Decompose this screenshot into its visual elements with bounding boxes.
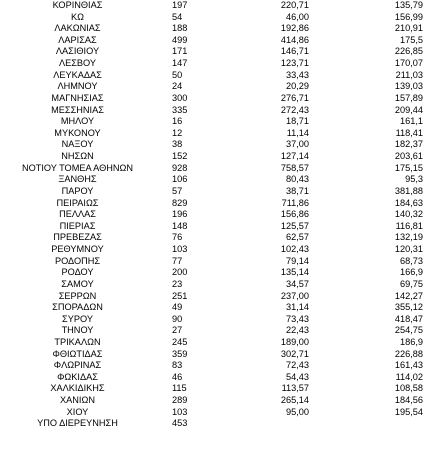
change-cell: 355,12: [394, 302, 423, 313]
rate-cell: [235, 418, 309, 430]
region-cell: ΧΑΛΚΙΔΙΚΗΣ: [50, 383, 105, 394]
rate-cell: 102,43: [280, 244, 309, 255]
region-cell: ΤΗΝΟΥ: [61, 325, 94, 336]
change-cell: 142,27: [394, 290, 423, 301]
region-cell: ΣΕΡΡΩΝ: [58, 290, 97, 301]
change-cell: 175,5: [400, 34, 423, 45]
table-row: [0, 35, 431, 47]
cases-cell: 829: [172, 197, 188, 208]
rate-cell: 113,57: [281, 383, 309, 394]
change-cell: 170,07: [394, 58, 423, 69]
table-row: [0, 395, 431, 407]
table-row: [0, 0, 431, 12]
change-cell: 156,99: [394, 11, 423, 22]
region-cell: ΡΕΘΥΜΝΟΥ: [51, 244, 104, 255]
rate-cell: 123,71: [280, 58, 309, 69]
cases-cell: 289: [172, 395, 188, 406]
region-cell: ΥΠΟ ΔΙΕΡΕΥΝΗΣΗ: [37, 418, 118, 429]
rate-cell: 127,14: [280, 151, 309, 162]
table-row: [0, 256, 431, 268]
rate-cell: 146,71: [280, 46, 309, 57]
rate-cell: 18,71: [286, 116, 309, 127]
rate-cell: 135,14: [280, 267, 309, 278]
region-cell: ΡΟΔΟΠΗΣ: [54, 255, 101, 266]
table-row: [0, 186, 431, 198]
region-cell: ΛΕΥΚΑΔΑΣ: [53, 69, 102, 80]
cases-cell: 103: [172, 244, 188, 255]
change-cell: 132,19: [394, 232, 423, 243]
table-row: [0, 360, 431, 372]
table-row: [0, 279, 431, 291]
table-row: [0, 105, 431, 117]
change-cell: 135,79: [394, 0, 423, 10]
cases-cell: 12: [172, 127, 183, 138]
region-cell: ΝΑΞΟΥ: [61, 139, 94, 150]
cases-cell: 197: [172, 0, 188, 10]
rate-cell: 711,86: [281, 197, 309, 208]
change-cell: 108,58: [394, 383, 423, 394]
change-cell: 211,03: [395, 69, 423, 80]
region-cell: ΚΟΡΙΝΘΙΑΣ: [52, 0, 103, 10]
change-cell: 68,73: [400, 255, 423, 266]
table-row: [0, 12, 431, 24]
change-cell: 226,85: [394, 46, 423, 57]
cases-cell: 83: [172, 360, 183, 371]
change-cell: 182,37: [394, 139, 423, 150]
change-cell: 184,63: [394, 197, 423, 208]
rate-cell: 73,43: [286, 313, 309, 324]
cases-cell: 453: [172, 418, 188, 429]
region-cell: ΝΗΣΩΝ: [61, 151, 94, 162]
cases-cell: 115: [172, 383, 187, 394]
region-cell: ΝΟΤΙΟΥ ΤΟΜΕΑ ΑΘΗΝΩΝ: [21, 162, 134, 173]
table-row: [0, 302, 431, 314]
cases-cell: 90: [172, 313, 183, 324]
region-cell: ΤΡΙΚΑΛΩΝ: [54, 336, 101, 347]
table-row: [0, 93, 431, 105]
rate-cell: 125,57: [280, 220, 309, 231]
region-cell: ΛΕΣΒΟΥ: [58, 58, 97, 69]
region-cell: ΦΛΩΡΙΝΑΣ: [53, 360, 102, 371]
table-row: [0, 128, 431, 140]
cases-cell: 152: [172, 151, 188, 162]
rate-cell: 189,00: [280, 336, 309, 347]
cases-cell: 27: [172, 325, 183, 336]
change-cell: 418,47: [394, 313, 423, 324]
change-cell: 140,32: [394, 209, 423, 220]
change-cell: 184,56: [394, 395, 423, 406]
change-cell: 114,02: [395, 371, 423, 382]
table-row: [0, 163, 431, 175]
region-cell: ΜΥΚΟΝΟΥ: [54, 127, 101, 138]
change-cell: 175,15: [394, 162, 423, 173]
cases-cell: 57: [172, 185, 183, 196]
region-cell: ΡΟΔΟΥ: [61, 267, 94, 278]
change-cell: [350, 418, 423, 430]
change-cell: 161,43: [394, 360, 423, 371]
rate-cell: 192,86: [280, 23, 309, 34]
change-cell: 186,9: [400, 336, 423, 347]
cases-cell: 171: [172, 46, 188, 57]
change-cell: 69,75: [400, 278, 423, 289]
table-row: [0, 23, 431, 35]
cases-cell: 196: [172, 209, 188, 220]
change-cell: 166,9: [400, 267, 423, 278]
change-cell: 157,89: [394, 92, 423, 103]
cases-cell: 147: [172, 58, 188, 69]
change-cell: 226,88: [394, 348, 423, 359]
table-row: [0, 291, 431, 303]
cases-cell: 300: [172, 92, 188, 103]
table-row: [0, 81, 431, 93]
region-cell: ΣΥΡΟΥ: [62, 313, 93, 324]
region-cell: ΠΕΛΛΑΣ: [59, 209, 96, 220]
table-row: [0, 209, 431, 221]
rate-cell: 302,71: [280, 348, 309, 359]
rate-cell: 38,71: [286, 185, 309, 196]
cases-cell: 106: [172, 174, 188, 185]
region-cell: ΠΙΕΡΙΑΣ: [59, 220, 96, 231]
rate-cell: 37,00: [286, 139, 309, 150]
region-cell: ΜΑΓΝΗΣΙΑΣ: [51, 92, 104, 103]
change-cell: 139,03: [394, 81, 423, 92]
table-row: [0, 314, 431, 326]
table-row: [0, 116, 431, 128]
table-row: [0, 139, 431, 151]
cases-cell: 359: [172, 348, 188, 359]
cases-cell: 200: [172, 267, 188, 278]
table-row: [0, 58, 431, 70]
table-row: [0, 151, 431, 163]
change-cell: 95,3: [405, 174, 423, 185]
rate-cell: 72,43: [286, 360, 309, 371]
change-cell: 120,31: [394, 244, 423, 255]
rate-cell: 79,14: [286, 255, 309, 266]
change-cell: 210,91: [394, 23, 423, 34]
region-cell: ΜΗΛΟΥ: [60, 116, 95, 127]
table-row: [0, 232, 431, 244]
region-cell: ΜΕΣΣΗΝΙΑΣ: [51, 104, 104, 115]
region-cell: ΛΑΣΙΘΙΟΥ: [55, 46, 100, 57]
rate-cell: 33,43: [286, 69, 309, 80]
cases-cell: 24: [172, 81, 183, 92]
change-cell: 161,1: [400, 116, 423, 127]
cases-cell: 54: [172, 11, 183, 22]
rate-cell: 272,43: [280, 104, 309, 115]
table-row: [0, 383, 431, 395]
cases-cell: 251: [172, 290, 188, 301]
cases-cell: 148: [172, 220, 188, 231]
table-row: [0, 46, 431, 58]
table-row: [0, 221, 431, 233]
region-cell: ΣΠΟΡΑΔΩΝ: [52, 302, 103, 313]
table-row: [0, 70, 431, 82]
region-cell: ΦΘΙΩΤΙΔΑΣ: [52, 348, 103, 359]
region-cell: ΛΑΡΙΣΑΣ: [58, 34, 97, 45]
region-cell: ΠΕΙΡΑΙΩΣ: [56, 197, 99, 208]
change-cell: 118,41: [395, 127, 423, 138]
cases-cell: 46: [172, 371, 183, 382]
region-cell: ΛΑΚΩΝΙΑΣ: [54, 23, 101, 34]
table-row: [0, 372, 431, 384]
change-cell: 116,81: [395, 220, 423, 231]
rate-cell: 237,00: [280, 290, 309, 301]
cases-cell: 38: [172, 139, 183, 150]
table-row: [0, 337, 431, 349]
cases-cell: 76: [172, 232, 183, 243]
region-cell: ΧΑΝΙΩΝ: [60, 395, 95, 406]
table-row: [0, 244, 431, 256]
rate-cell: 265,14: [280, 395, 309, 406]
cases-cell: 23: [172, 278, 183, 289]
rate-cell: 34,57: [286, 278, 309, 289]
change-cell: 254,75: [394, 325, 423, 336]
change-cell: 381,88: [394, 185, 423, 196]
rate-cell: 758,57: [280, 162, 309, 173]
table-row: [0, 349, 431, 361]
region-cell: ΣΑΜΟΥ: [61, 278, 94, 289]
cases-cell: 499: [172, 34, 188, 45]
rate-cell: 95,00: [286, 406, 309, 417]
region-cell: ΦΩΚΙΔΑΣ: [57, 371, 98, 382]
rate-cell: 11,14: [286, 127, 309, 138]
table-row: [0, 325, 431, 337]
region-cell: ΠΑΡΟΥ: [61, 185, 94, 196]
cases-cell: 77: [172, 255, 183, 266]
cases-cell: 245: [172, 336, 188, 347]
region-cell: ΛΗΜΝΟΥ: [57, 81, 98, 92]
change-cell: 195,54: [394, 406, 423, 417]
table-row: [0, 418, 431, 430]
region-cell: ΧΙΟΥ: [66, 406, 89, 417]
table-row: [0, 407, 431, 419]
rate-cell: 156,86: [280, 209, 309, 220]
cases-cell: 188: [172, 23, 188, 34]
rate-cell: 414,86: [280, 34, 309, 45]
rate-cell: 62,57: [286, 232, 309, 243]
rate-cell: 20,29: [286, 81, 309, 92]
cases-cell: 50: [172, 69, 183, 80]
table-row: [0, 198, 431, 210]
table-row: [0, 267, 431, 279]
cases-cell: 103: [172, 406, 188, 417]
rate-cell: 46,00: [286, 11, 309, 22]
change-cell: 209,44: [394, 104, 423, 115]
rate-cell: 80,43: [286, 174, 309, 185]
cases-cell: 49: [172, 302, 183, 313]
change-cell: 203,61: [394, 151, 423, 162]
rate-cell: 31,14: [286, 302, 309, 313]
region-cell: ΞΑΝΘΗΣ: [58, 174, 97, 185]
table-row: [0, 174, 431, 186]
rate-cell: 276,71: [280, 92, 309, 103]
cases-cell: 16: [172, 116, 183, 127]
rate-cell: 220,71: [280, 0, 309, 10]
region-cell: ΠΡΕΒΕΖΑΣ: [53, 232, 102, 243]
rate-cell: 22,43: [286, 325, 309, 336]
region-cell: ΚΩ: [71, 11, 84, 22]
rate-cell: 54,43: [286, 371, 309, 382]
cases-cell: 335: [172, 104, 188, 115]
cases-cell: 928: [172, 162, 188, 173]
